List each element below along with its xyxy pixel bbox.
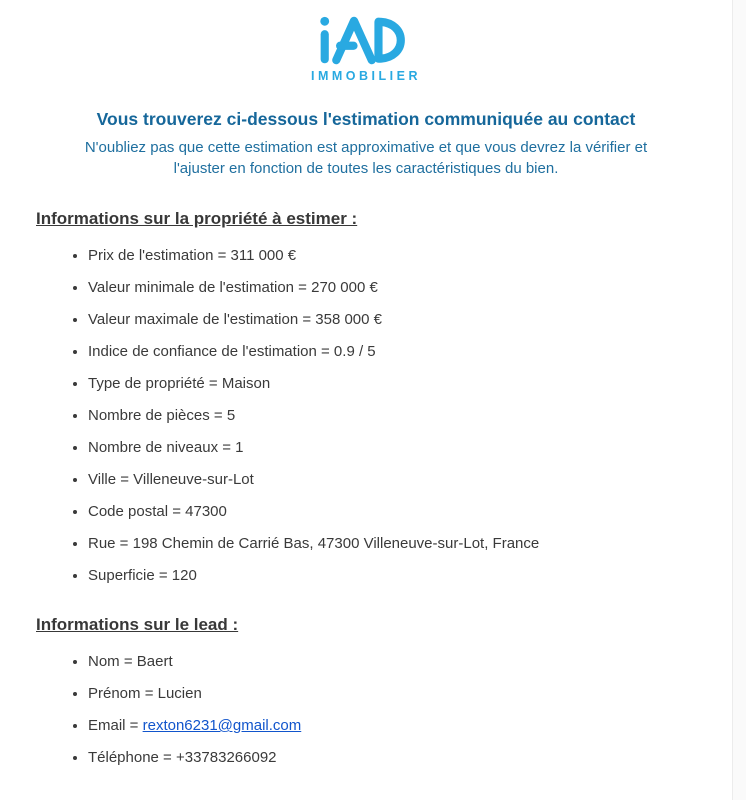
iad-logo <box>0 10 732 83</box>
property-info-list <box>36 247 732 585</box>
list-item-rooms: • Nombre de pièces = 5 <box>88 407 732 425</box>
section-heading-property: Informations sur la propriété à estimer : <box>36 209 358 228</box>
section-heading-lead: Informations sur le lead : <box>36 615 239 634</box>
list-item-email <box>88 717 732 735</box>
page-subtitle: N'oubliez pas que cette estimation est approximative et que vous devrez la vérifier et l'ajuster en fonction de toutes les caractéristiques du bien. <box>84 139 648 177</box>
lead-info-list <box>36 653 732 767</box>
list-item-city: • Ville = Villeneuve-sur-Lot <box>88 471 732 489</box>
iad-logo-icon <box>318 14 414 66</box>
list-item-first-name: • Prénom = Lucien <box>88 685 732 703</box>
list-item-property-type: • Type de propriété = Maison <box>88 375 732 393</box>
list-item-max-value: • Valeur maximale de l'estimation = 358 000 € <box>88 311 732 329</box>
list-item-levels: • Nombre de niveaux = 1 <box>88 439 732 457</box>
list-item-min-value: • Valeur minimale de l'estimation = 270 000 € <box>88 279 732 297</box>
list-item-street: • Rue = 198 Chemin de Carrié Bas, 47300 Villeneuve-sur-Lot, France <box>88 535 732 553</box>
list-item-confidence-index: • Indice de confiance de l'estimation = 0.9 / 5 <box>88 343 732 361</box>
email-label: Email = <box>88 717 143 734</box>
email-link[interactable]: rexton6231@gmail.com <box>142 717 302 734</box>
logo-subtitle: IMMOBILIER <box>311 69 421 83</box>
page-title: Vous trouverez ci-dessous l'estimation communiquée au contact <box>96 109 636 129</box>
list-item-last-name: • Nom = Baert <box>88 653 732 671</box>
list-item-surface: • Superficie = 120 <box>88 567 732 585</box>
list-item-postal-code: • Code postal = 47300 <box>88 503 732 521</box>
list-item-estimation-price: • Prix de l'estimation = 311 000 € <box>88 247 732 265</box>
list-item-phone: • Téléphone = +33783266092 <box>88 749 732 767</box>
